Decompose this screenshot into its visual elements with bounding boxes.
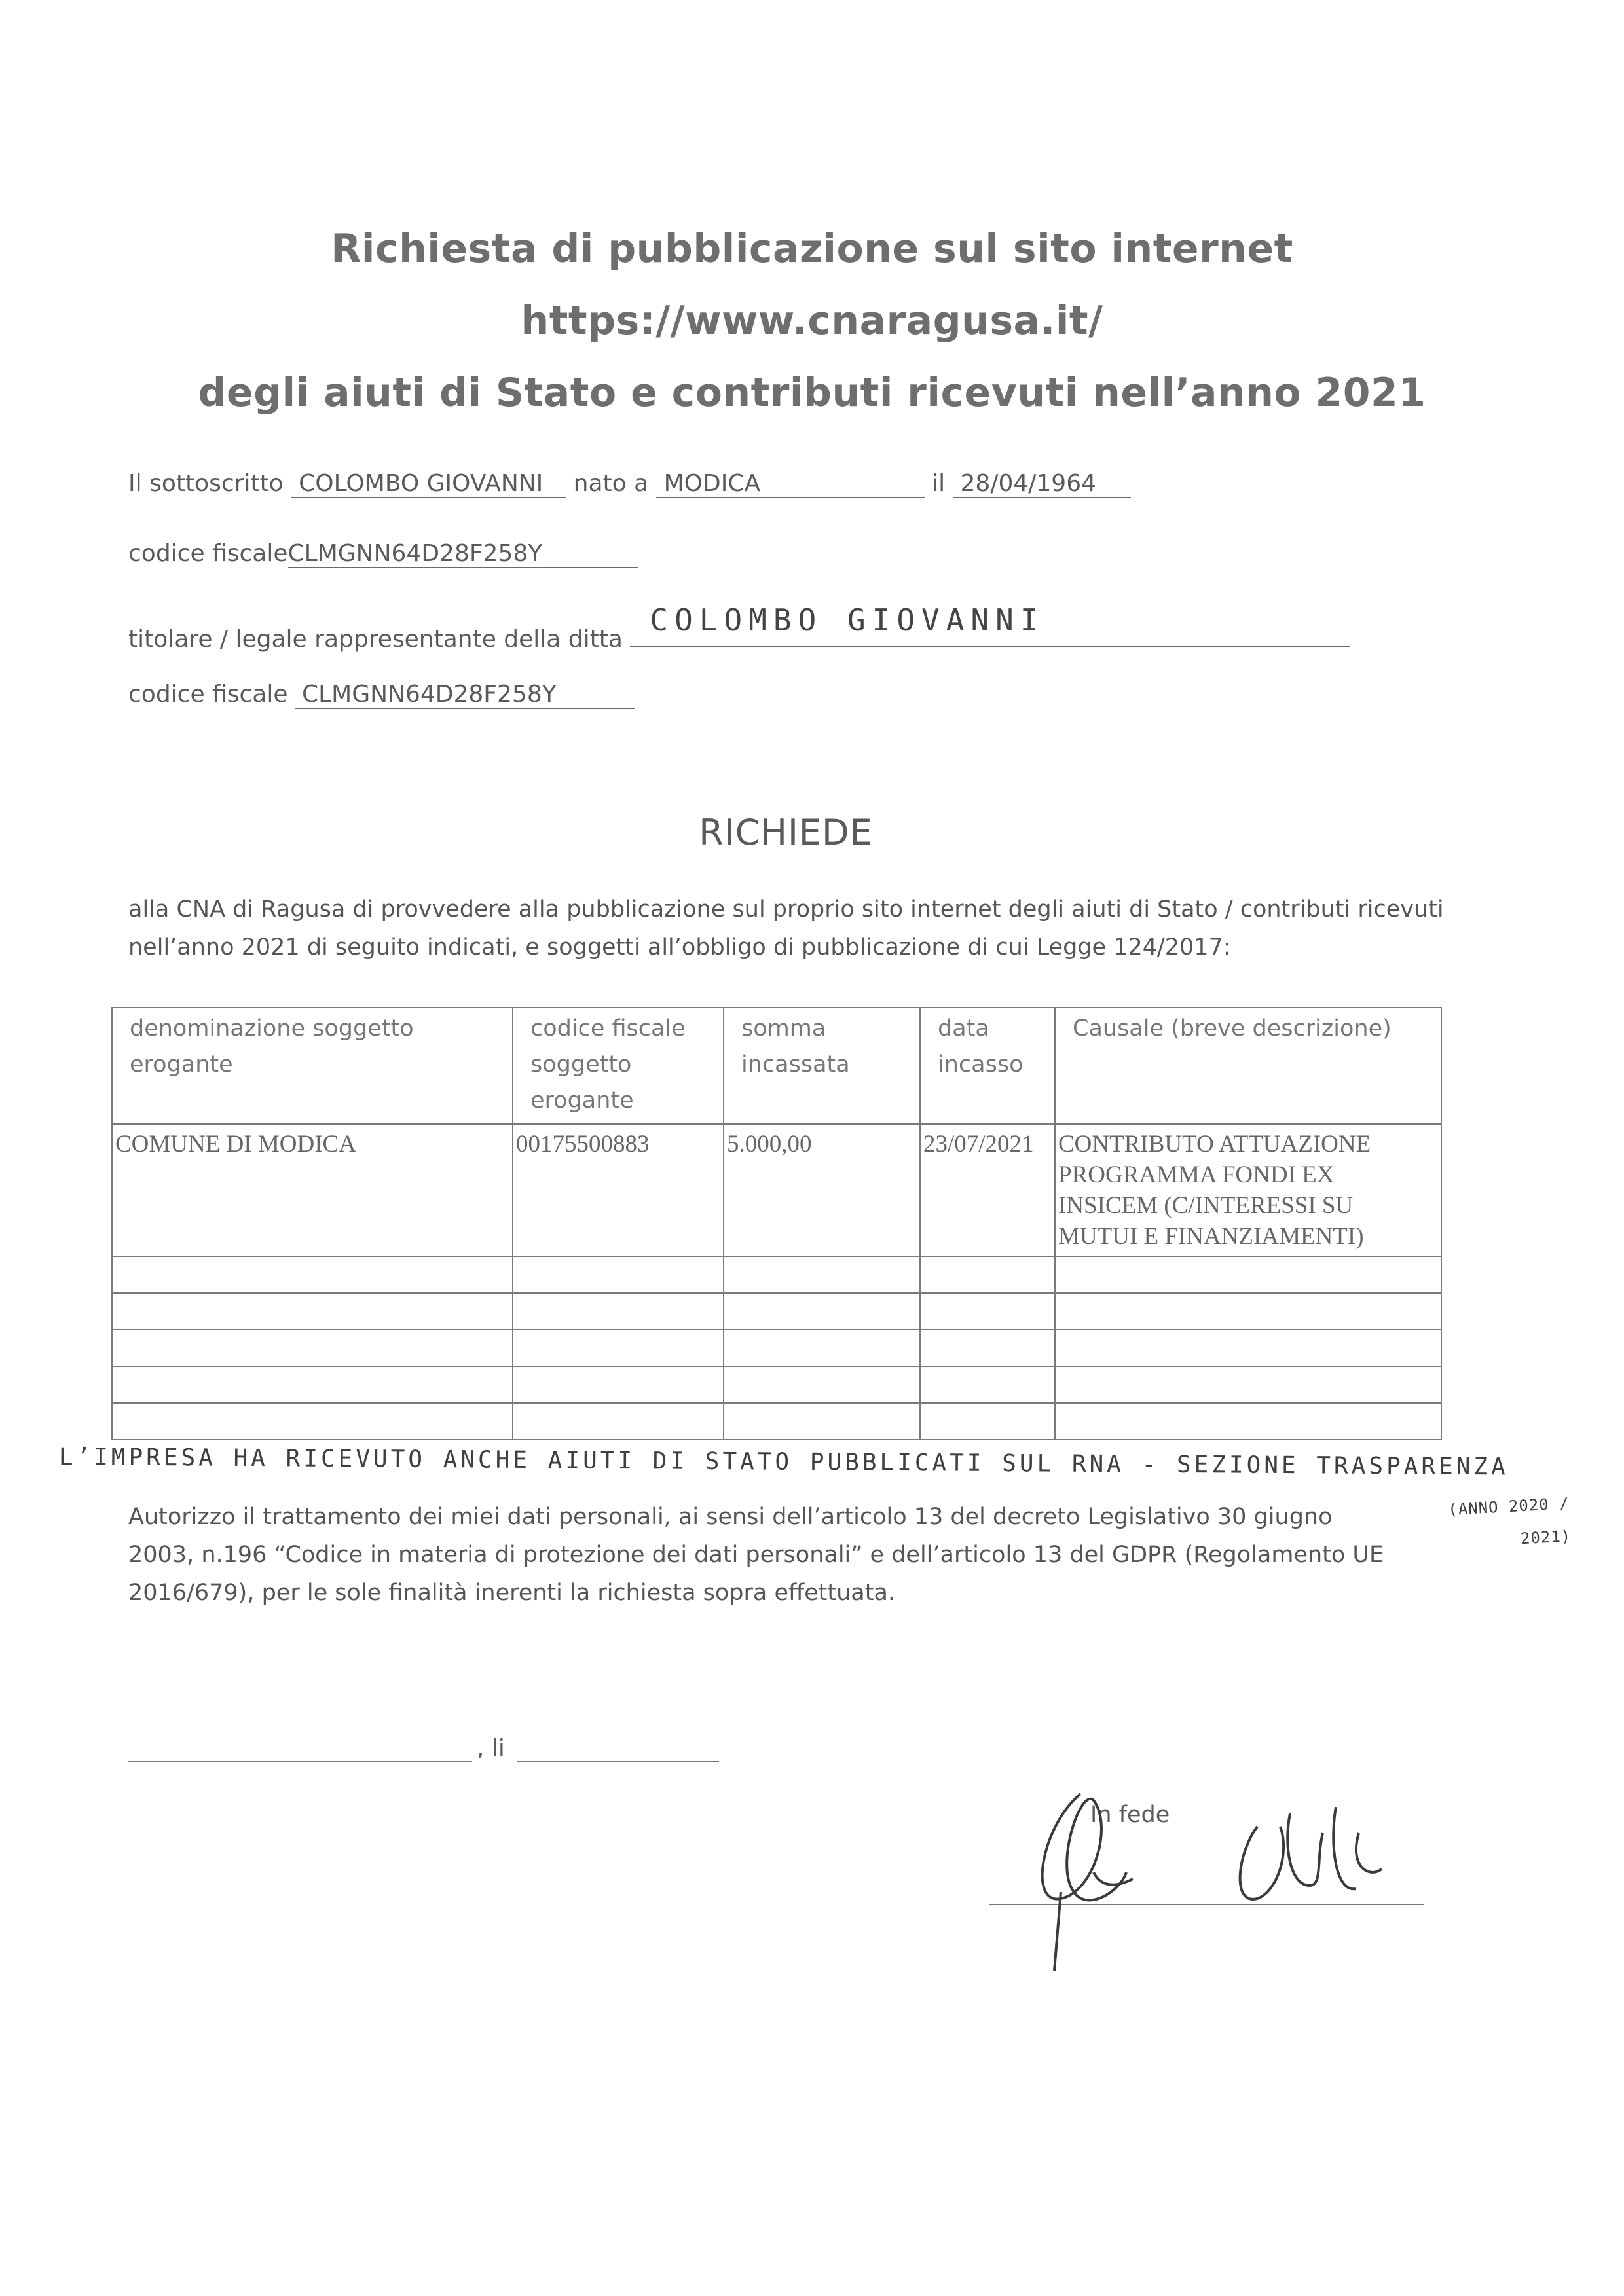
row-codice-fiscale xyxy=(128,540,638,568)
titolare-label: titolare / legale rappresentante della ditta xyxy=(128,626,623,653)
header-causale: Causale (breve descrizione) xyxy=(1055,1008,1441,1124)
cf2-label: codice fiscale xyxy=(128,681,288,708)
table-row xyxy=(112,1124,1441,1256)
date-line xyxy=(517,1761,719,1762)
handwritten-note-margin: (ANNO 2020 / 2021) xyxy=(1447,1494,1572,1548)
table-row-empty xyxy=(112,1256,1441,1293)
sottoscritto-value: COLOMBO GIOVANNI xyxy=(291,470,566,498)
cell-data: 23/07/2021 xyxy=(920,1124,1055,1256)
privacy-paragraph: Autorizzo il trattamento dei miei dati personali, ai sensi dell’articolo 13 del decreto Legislativo 30 giugno 2003, n.196 “Codice in materia di protezione dei dati personali” e dell’articolo 13 del GDPR (Regolamento UE 2016/679), per le sole finalità inerenti la richiesta sopra effettuata. xyxy=(128,1504,1384,1606)
title-line-1: Richiesta di pubblicazione sul sito internet xyxy=(331,226,1293,272)
aid-table xyxy=(111,1007,1442,1440)
header-somma: somma incassata xyxy=(724,1008,920,1124)
header-data: data incasso xyxy=(920,1008,1055,1124)
table-row-empty xyxy=(112,1366,1441,1403)
nato-value: MODICA xyxy=(656,470,925,498)
place-line xyxy=(128,1761,472,1762)
cf-label: codice fiscale xyxy=(128,540,288,567)
title-line-3: degli aiuti di Stato e contributi ricevuti nell’anno 2021 xyxy=(198,370,1426,416)
title-line-2: https://www.cnaragusa.it/ xyxy=(521,298,1103,344)
cell-codice-fiscale: 00175500883 xyxy=(513,1124,724,1256)
cf2-value: CLMGNN64D28F258Y xyxy=(295,681,635,709)
row-titolare xyxy=(128,602,1350,653)
cell-denominazione: COMUNE DI MODICA xyxy=(112,1124,513,1256)
header-denominazione: denominazione soggetto erogante xyxy=(112,1008,513,1124)
data-nascita-value: 28/04/1964 xyxy=(953,470,1131,498)
intro-paragraph: alla CNA di Ragusa di provvedere alla pubblicazione sul proprio sito internet degli aiuti di Stato / contributi ricevuti nell’anno 2021 di seguito indicati, e soggetti all’obbligo di pubblicazione di cui Legge 124/2017: xyxy=(128,896,1444,960)
cell-causale: CONTRIBUTO ATTUAZIONE PROGRAMMA FONDI EX INSICEM (C/INTERESSI SU MUTUI E FINANZIAMENTI) xyxy=(1055,1124,1441,1256)
table-header-row xyxy=(112,1008,1441,1124)
in-fede-label: In fede xyxy=(1090,1802,1170,1828)
handwritten-note: L’IMPRESA HA RICEVUTO ANCHE AIUTI DI STATO PUBBLICATI SUL RNA - SEZIONE TRASPARENZA xyxy=(58,1444,1509,1481)
cell-somma: 5.000,00 xyxy=(724,1124,920,1256)
cf-value: CLMGNN64D28F258Y xyxy=(288,540,638,568)
ditta-handwritten: COLOMBO GIOVANNI xyxy=(650,602,1045,638)
table-row-empty xyxy=(112,1293,1441,1330)
richiede-heading: RICHIEDE xyxy=(699,812,873,853)
table-row-empty xyxy=(112,1403,1441,1440)
ditta-value xyxy=(630,602,1350,647)
sottoscritto-label: Il sottoscritto xyxy=(128,470,284,497)
header-codice-fiscale: codice fiscale soggetto erogante xyxy=(513,1008,724,1124)
row-sottoscritto xyxy=(128,470,1131,498)
nato-label: nato a xyxy=(573,470,649,497)
table-row-empty xyxy=(112,1330,1441,1366)
signature-scribble xyxy=(982,1755,1441,1971)
row-codice-fiscale-ditta xyxy=(128,681,635,709)
il-label: il xyxy=(932,470,946,497)
place-separator: , li xyxy=(477,1735,505,1762)
